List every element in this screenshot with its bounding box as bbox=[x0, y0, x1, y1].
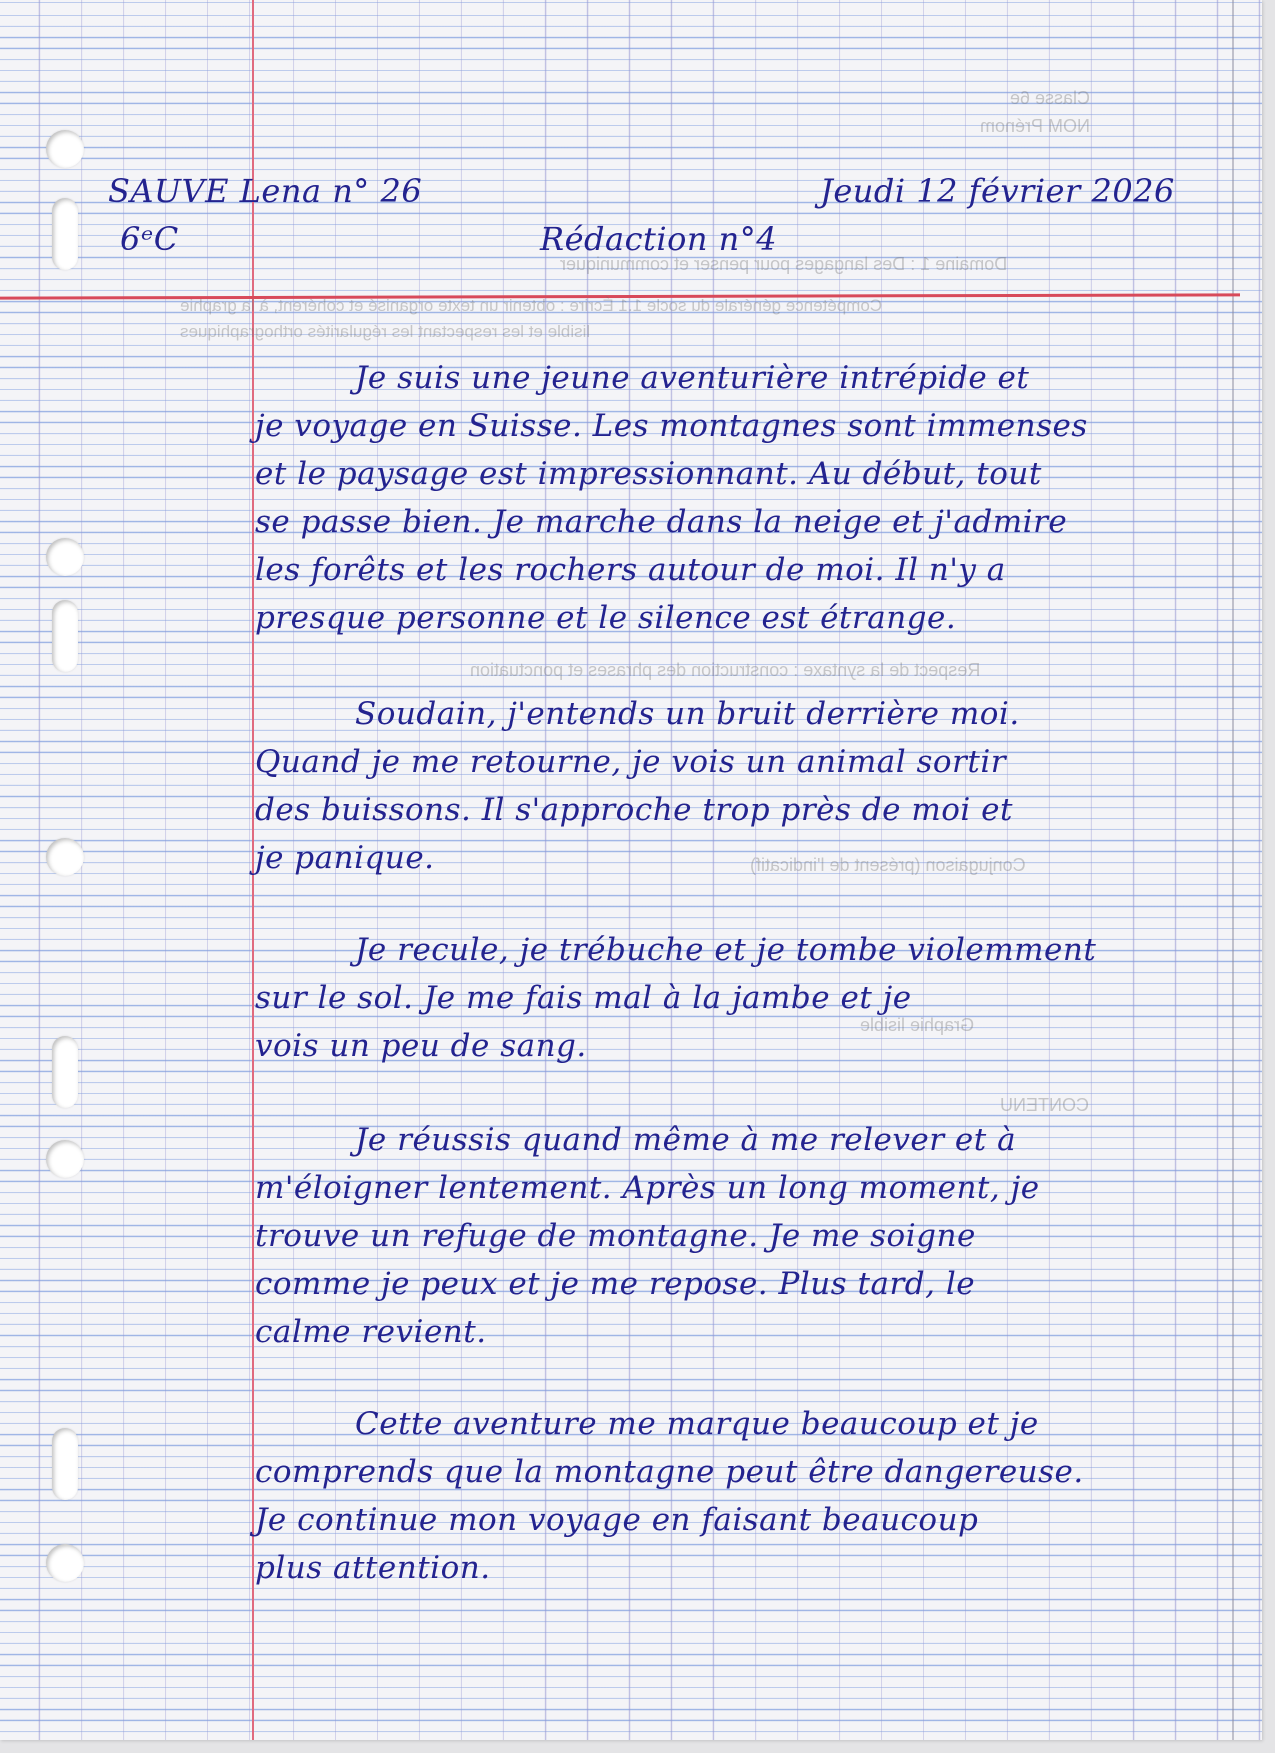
date: Jeudi 12 février 2026 bbox=[820, 172, 1175, 210]
punch-hole bbox=[52, 1036, 78, 1108]
sheet-edge bbox=[1232, 0, 1234, 1740]
show-through-text: NOM Prénom bbox=[980, 116, 1091, 136]
show-through-text: lisible et les respectant les régularités orthographiques bbox=[180, 322, 591, 341]
punch-hole bbox=[52, 198, 78, 270]
text-line: calme revient. bbox=[255, 1314, 487, 1350]
text-line: des buissons. Il s'approche trop près de moi et bbox=[255, 792, 1013, 828]
show-through-text: Domaine 1 : Des langages pour penser et communiquer bbox=[560, 254, 1008, 274]
show-through-text: Respect de la syntaxe : construction des phrases et ponctuation bbox=[470, 660, 981, 680]
punch-hole bbox=[52, 600, 78, 672]
text-line: presque personne et le silence est étrange. bbox=[255, 600, 957, 636]
margin-line bbox=[252, 0, 254, 1740]
document-title: Rédaction n°4 bbox=[540, 220, 778, 258]
text-line: Je suis une jeune aventurière intrépide et bbox=[355, 360, 1030, 396]
text-line: sur le sol. Je me fais mal à la jambe et je bbox=[255, 980, 912, 1016]
punch-hole bbox=[46, 838, 84, 876]
student-name: SAUVE Lena n° 26 bbox=[108, 172, 423, 210]
show-through-text: Compétence générale du socle 1.1 Écrire : obtenir un texte organisé et cohérent, à la graphie bbox=[180, 296, 883, 315]
show-through-text: CONTENU bbox=[1000, 1095, 1089, 1115]
text-line: Soudain, j'entends un bruit derrière moi. bbox=[355, 696, 1020, 732]
text-line: je voyage en Suisse. Les montagnes sont immenses bbox=[255, 408, 1088, 444]
punch-hole bbox=[46, 1140, 84, 1178]
text-line: Quand je me retourne, je vois un animal sortir bbox=[255, 744, 1007, 780]
show-through-text: Classe 6e bbox=[1010, 88, 1091, 108]
text-line: Cette aventure me marque beaucoup et je bbox=[355, 1406, 1039, 1442]
show-through-text: Conjugaison (présent de l'indicatif) bbox=[750, 855, 1026, 875]
text-line: et le paysage est impressionnant. Au début, tout bbox=[255, 456, 1042, 492]
text-line: Je continue mon voyage en faisant beaucoup bbox=[255, 1502, 979, 1538]
text-line: je panique. bbox=[255, 840, 435, 876]
text-line: comprends que la montagne peut être dangereuse. bbox=[255, 1454, 1084, 1490]
text-line: vois un peu de sang. bbox=[255, 1028, 587, 1064]
punch-hole bbox=[46, 538, 84, 576]
punch-hole bbox=[46, 130, 84, 168]
text-line: trouve un refuge de montagne. Je me soigne bbox=[255, 1218, 976, 1254]
text-line: les forêts et les rochers autour de moi. Il n'y a bbox=[255, 552, 1006, 588]
text-line: plus attention. bbox=[255, 1550, 491, 1586]
class: 6ᵉC bbox=[120, 220, 179, 258]
text-line: comme je peux et je me repose. Plus tard, le bbox=[255, 1266, 976, 1302]
text-line: Je réussis quand même à me relever et à bbox=[355, 1122, 1017, 1158]
punch-hole bbox=[46, 1544, 84, 1582]
text-line: se passe bien. Je marche dans la neige et j'admire bbox=[255, 504, 1068, 540]
text-line: Je recule, je trébuche et je tombe violemment bbox=[355, 932, 1097, 968]
show-through-text: Graphie lisible bbox=[860, 1015, 975, 1035]
punch-hole bbox=[52, 1428, 78, 1500]
text-line: m'éloigner lentement. Après un long moment, je bbox=[255, 1170, 1040, 1206]
